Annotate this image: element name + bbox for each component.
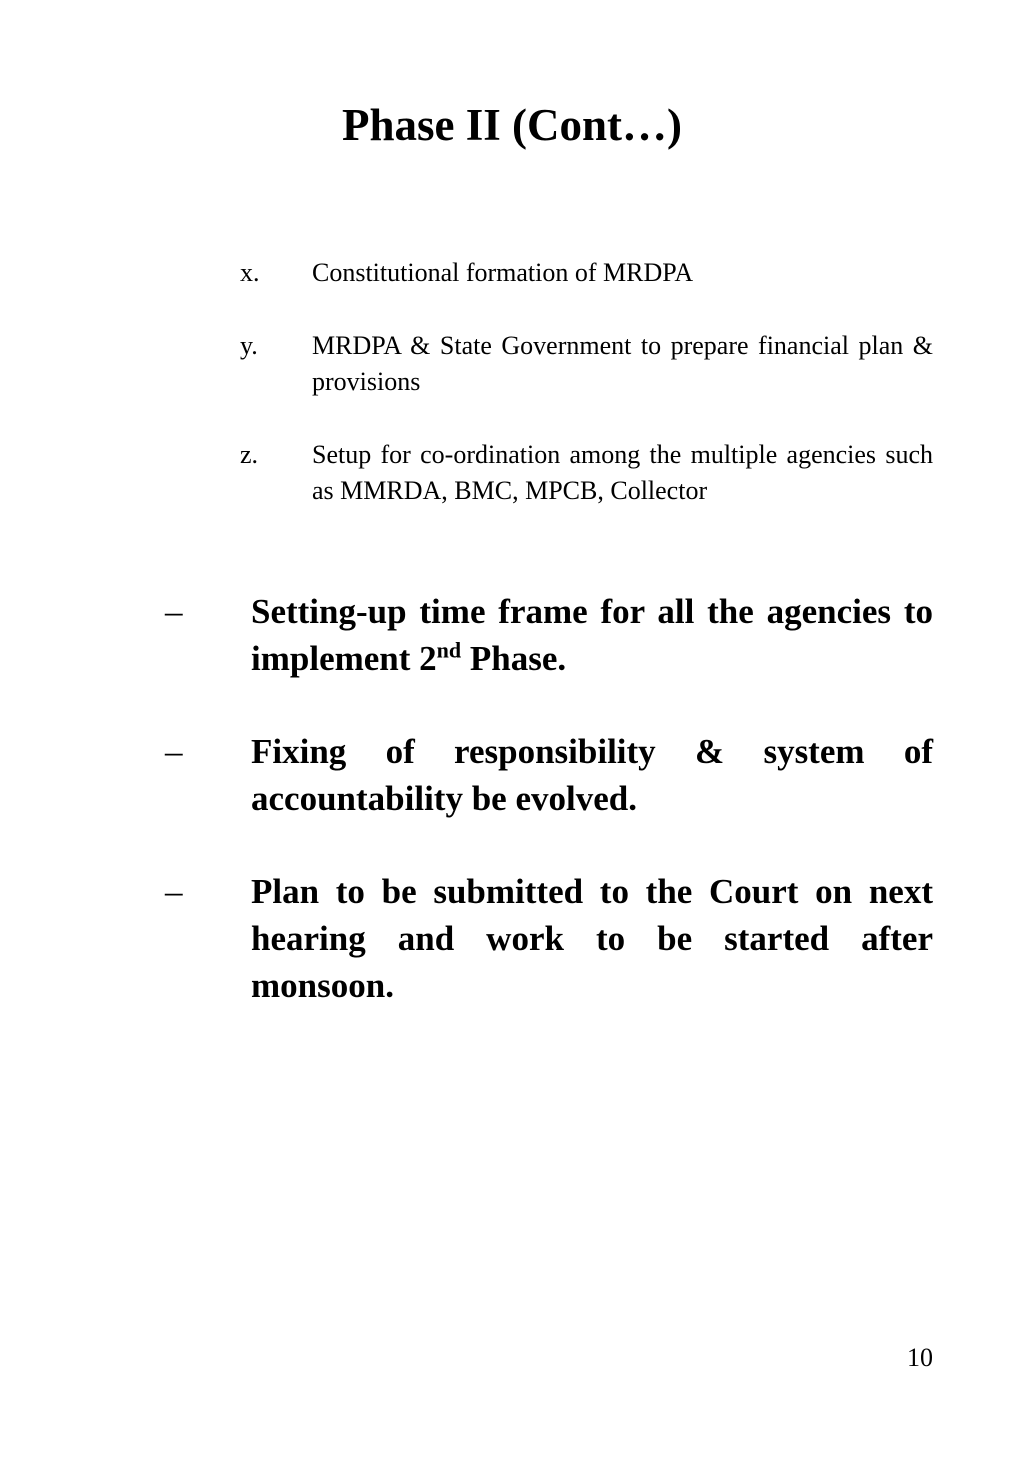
bullet-text-part: Setting-up time frame for all the agencies to implement 2 <box>251 592 933 678</box>
dash-bullet: – <box>165 732 183 771</box>
page-title: Phase II (Cont…) <box>341 100 682 150</box>
bullet-item-responsibility <box>165 728 933 822</box>
list-item-text: Constitutional formation of MRDPA <box>312 258 694 287</box>
ordinal-superscript: nd <box>436 637 462 663</box>
main-bullet-list <box>165 588 933 1055</box>
bullet-text-part: Phase. <box>461 639 567 678</box>
list-item-z <box>240 437 933 509</box>
list-item-y <box>240 328 933 400</box>
list-item-text: Setup for co-ordination among the multiple agencies such as MMRDA, BMC, MPCB, Collector <box>312 440 933 505</box>
bullet-item-text <box>251 588 933 682</box>
list-marker: z. <box>240 440 259 469</box>
page-number: 10 <box>907 1343 933 1372</box>
bullet-item-text: Plan to be submitted to the Court on next hearing and work to be started after monsoon. <box>251 872 933 1005</box>
bullet-item-plan <box>165 868 933 1009</box>
list-item-x <box>240 255 933 291</box>
dash-bullet: – <box>165 592 183 631</box>
dash-bullet: – <box>165 872 183 911</box>
list-item-text: MRDPA & State Government to prepare financial plan & provisions <box>312 331 933 396</box>
list-marker: y. <box>240 331 258 360</box>
list-marker: x. <box>240 258 260 287</box>
bullet-item-time-frame <box>165 588 933 682</box>
sub-item-list <box>240 255 933 546</box>
bullet-item-text: Fixing of responsibility & system of accountability be evolved. <box>251 732 933 818</box>
